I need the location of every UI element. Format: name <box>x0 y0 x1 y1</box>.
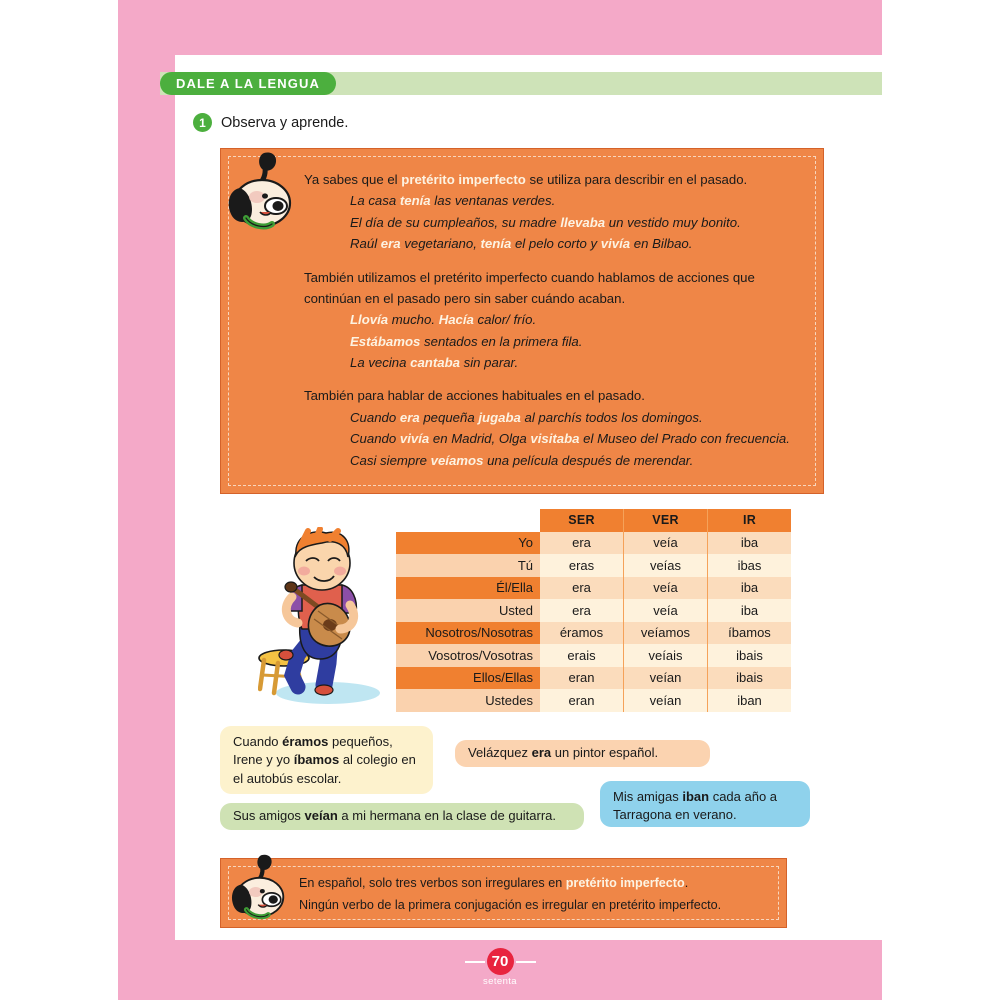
grammar-explanation-box <box>220 148 824 494</box>
table-row <box>396 667 791 690</box>
cell-ir: iba <box>708 599 792 622</box>
cell-ser: era <box>540 577 624 600</box>
cell-ser: éramos <box>540 622 624 645</box>
table-row <box>396 644 791 667</box>
row-pronoun: Ustedes <box>396 689 540 712</box>
example-line: Cuando vivía en Madrid, Olga visitaba el Museo del Prado con frecuencia. <box>350 431 790 447</box>
cell-ir: iba <box>708 532 792 555</box>
header-ir: IR <box>708 509 792 532</box>
p2-text: También utilizamos el pretérito imperfecto cuando hablamos de acciones que continúan en el pasado pero sin saber cuándo acaban. <box>304 269 755 306</box>
cell-ver: veía <box>624 577 708 600</box>
cell-ir: ibais <box>708 667 792 690</box>
grammar-explanation-text <box>304 169 804 471</box>
row-pronoun: Yo <box>396 532 540 555</box>
cell-ver: veían <box>624 689 708 712</box>
table-row <box>396 622 791 645</box>
example-bubble-green: Sus amigos veían a mi hermana en la clase de guitarra. <box>220 803 584 830</box>
row-pronoun: Vosotros/Vosotras <box>396 644 540 667</box>
cell-ir: iban <box>708 689 792 712</box>
page-number-row <box>465 948 536 975</box>
row-pronoun: Ellos/Ellas <box>396 667 540 690</box>
header-blank <box>396 509 540 532</box>
p1-highlight: pretérito imperfecto <box>401 172 526 187</box>
cell-ver: veía <box>624 532 708 555</box>
paragraph-3 <box>304 385 804 471</box>
example-bubble-yellow: Cuando éramos pequeños, Irene y yo íbamos al colegio en el autobús escolar. <box>220 726 433 794</box>
paragraph-1 <box>304 169 804 255</box>
example-line: La casa tenía las ventanas verdes. <box>350 193 556 209</box>
cell-ver: veíamos <box>624 622 708 645</box>
table-row <box>396 599 791 622</box>
cell-ver: veía <box>624 599 708 622</box>
row-pronoun: Nosotros/Nosotras <box>396 622 540 645</box>
grammar-note-box <box>220 858 787 928</box>
example-line: Raúl era vegetariano, tenía el pelo corto y vivía en Bilbao. <box>350 236 693 252</box>
example-line: Estábamos sentados en la primera fila. <box>350 333 583 349</box>
note-line-1: En español, solo tres verbos son irregulares en pretérito imperfecto. <box>299 876 689 890</box>
dog-mascot-icon <box>224 150 298 232</box>
example-bubble-blue: Mis amigas iban cada año a Tarragona en verano. <box>600 781 810 827</box>
table-header-row <box>396 509 791 532</box>
cell-ser: eran <box>540 689 624 712</box>
table-row <box>396 577 791 600</box>
boy-playing-guitar-illustration <box>258 527 390 707</box>
example-line: La vecina cantaba sin parar. <box>350 355 519 370</box>
cell-ser: eras <box>540 554 624 577</box>
p1-after: se utiliza para describir en el pasado. <box>525 172 748 187</box>
example-line: Casi siempre veíamos una película después de merendar. <box>350 452 694 468</box>
header-ser: SER <box>540 509 624 532</box>
dog-mascot-icon <box>228 852 290 922</box>
page-number-word: setenta <box>483 976 517 987</box>
cell-ser: eran <box>540 667 624 690</box>
p3-text: También para hablar de acciones habituales en el pasado. <box>304 388 645 404</box>
cell-ir: ibais <box>708 644 792 667</box>
table-row <box>396 554 791 577</box>
verb-conjugation-table <box>396 509 791 712</box>
cell-ir: iba <box>708 577 792 600</box>
exercise-heading <box>193 113 348 132</box>
example-line: El día de su cumpleaños, su madre llevaba un vestido muy bonito. <box>350 214 741 230</box>
cell-ir: ibas <box>708 554 792 577</box>
footer-dash-left <box>465 961 485 963</box>
exercise-title: Observa y aprende. <box>221 114 349 131</box>
row-pronoun: Él/Ella <box>396 577 540 600</box>
cell-ver: veían <box>624 667 708 690</box>
cell-ver: veías <box>624 554 708 577</box>
page-footer <box>0 948 1000 987</box>
footer-dash-right <box>516 961 536 963</box>
paragraph-2 <box>304 267 804 374</box>
page-number-badge: 70 <box>487 948 514 975</box>
example-line: Llovía mucho. Hacía calor/ frío. <box>350 312 537 328</box>
row-pronoun: Tú <box>396 554 540 577</box>
cell-ser: era <box>540 599 624 622</box>
table-row <box>396 532 791 555</box>
grammar-note-text <box>299 873 774 916</box>
example-bubble-orange: Velázquez era un pintor español. <box>455 740 710 767</box>
cell-ser: era <box>540 532 624 555</box>
cell-ser: erais <box>540 644 624 667</box>
section-title-tag: DALE A LA LENGUA <box>160 72 336 95</box>
row-pronoun: Usted <box>396 599 540 622</box>
cell-ver: veíais <box>624 644 708 667</box>
exercise-number-badge: 1 <box>193 113 212 132</box>
table-row <box>396 689 791 712</box>
cell-ir: íbamos <box>708 622 792 645</box>
p1-before: Ya sabes que el <box>304 172 402 187</box>
note-line-2: Ningún verbo de la primera conjugación es irregular en pretérito imperfecto. <box>299 897 722 912</box>
header-ver: VER <box>624 509 708 532</box>
example-line: Cuando era pequeña jugaba al parchís todos los domingos. <box>350 409 703 425</box>
